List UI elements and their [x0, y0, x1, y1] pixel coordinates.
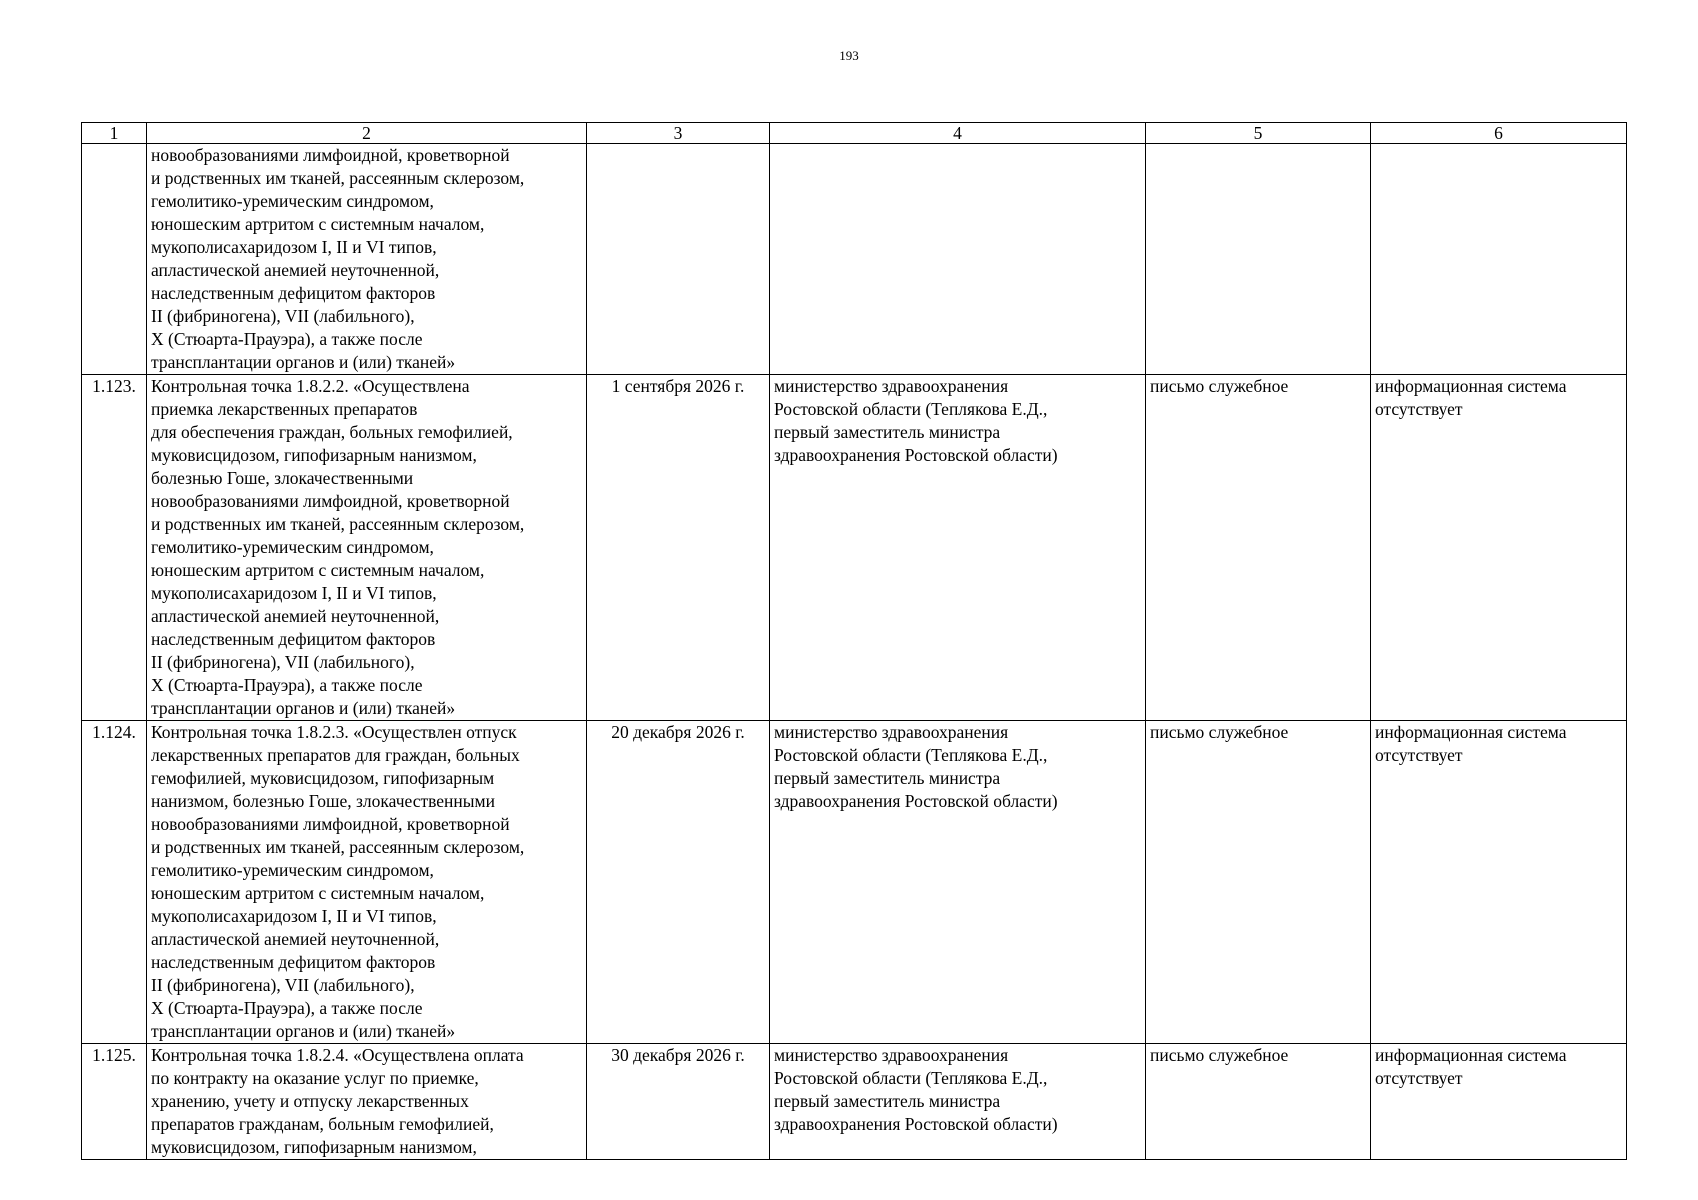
description-line: и родственных им тканей, рассеянным склерозом,	[151, 837, 525, 857]
responsible-line: министерство здравоохранения	[774, 722, 1009, 742]
description-line: юношеским артритом с системным началом,	[151, 560, 485, 580]
information-system-line: информационная система	[1375, 722, 1567, 742]
description-line: и родственных им тканей, рассеянным склерозом,	[151, 514, 525, 534]
responsible-line: первый заместитель министра	[774, 768, 1001, 788]
description-line: муковисцидозом, гипофизарным нанизмом,	[151, 1137, 477, 1157]
information-system-line: отсутствует	[1375, 745, 1463, 765]
table-row	[82, 1044, 1627, 1160]
document-type-cell	[1146, 144, 1371, 375]
header-col-3: 3	[587, 123, 770, 144]
document-type-cell: письмо служебное	[1146, 1044, 1371, 1160]
responsible-line: первый заместитель министра	[774, 1091, 1001, 1111]
description-line: трансплантации органов и (или) тканей»	[151, 352, 456, 372]
description-line: юношеским артритом с системным началом,	[151, 214, 485, 234]
header-col-5: 5	[1146, 123, 1371, 144]
description-line: по контракту на оказание услуг по приемке,	[151, 1068, 479, 1088]
table-body	[82, 144, 1627, 1160]
description-line: юношеским артритом с системным началом,	[151, 883, 485, 903]
description-line: гемолитико-уремическим синдромом,	[151, 191, 434, 211]
responsible-cell	[770, 144, 1146, 375]
description-line: трансплантации органов и (или) тканей»	[151, 1021, 456, 1041]
description-line: апластической анемией неуточненной,	[151, 929, 440, 949]
description-line: мукополисахаридозом I, II и VI типов,	[151, 906, 437, 926]
row-number-cell: 1.123.	[82, 375, 147, 721]
description-cell	[147, 375, 587, 721]
description-line: хранению, учету и отпуску лекарственных	[151, 1091, 469, 1111]
table-row	[82, 375, 1627, 721]
control-points-table	[81, 122, 1627, 1160]
description-line: новообразованиями лимфоидной, кроветворной	[151, 145, 510, 165]
description-line: болезнью Гоше, злокачественными	[151, 468, 414, 488]
description-line: гемолитико-уремическим синдромом,	[151, 537, 434, 557]
description-line: гемофилией, муковисцидозом, гипофизарным	[151, 768, 495, 788]
page-number: 193	[839, 48, 859, 63]
description-line: новообразованиями лимфоидной, кроветворной	[151, 814, 510, 834]
description-line: апластической анемией неуточненной,	[151, 260, 440, 280]
responsible-line: министерство здравоохранения	[774, 376, 1009, 396]
description-cell	[147, 1044, 587, 1160]
responsible-line: здравоохранения Ростовской области)	[774, 791, 1058, 811]
header-col-6: 6	[1371, 123, 1627, 144]
description-line: гемолитико-уремическим синдромом,	[151, 860, 434, 880]
description-line: мукополисахаридозом I, II и VI типов,	[151, 237, 437, 257]
table-row	[82, 144, 1627, 375]
information-system-cell	[1371, 1044, 1627, 1160]
responsible-line: Ростовской области (Теплякова Е.Д.,	[774, 399, 1048, 419]
table-row	[82, 721, 1627, 1044]
document-type-cell: письмо служебное	[1146, 721, 1371, 1044]
responsible-line: здравоохранения Ростовской области)	[774, 1114, 1058, 1134]
description-line: II (фибриногена), VII (лабильного),	[151, 306, 415, 326]
row-number-cell: 1.124.	[82, 721, 147, 1044]
deadline-cell: 30 декабря 2026 г.	[587, 1044, 770, 1160]
description-line: мукополисахаридозом I, II и VI типов,	[151, 583, 437, 603]
description-line: трансплантации органов и (или) тканей»	[151, 698, 456, 718]
header-col-4: 4	[770, 123, 1146, 144]
information-system-line: информационная система	[1375, 1045, 1567, 1065]
description-line: для обеспечения граждан, больных гемофилией,	[151, 422, 513, 442]
description-line: Контрольная точка 1.8.2.3. «Осуществлен отпуск	[151, 722, 517, 742]
information-system-cell	[1371, 375, 1627, 721]
responsible-line: Ростовской области (Теплякова Е.Д.,	[774, 745, 1048, 765]
description-line: и родственных им тканей, рассеянным склерозом,	[151, 168, 525, 188]
deadline-cell: 20 декабря 2026 г.	[587, 721, 770, 1044]
description-line: наследственным дефицитом факторов	[151, 629, 436, 649]
information-system-line: информационная система	[1375, 376, 1567, 396]
deadline-cell: 1 сентября 2026 г.	[587, 375, 770, 721]
description-line: нанизмом, болезнью Гоше, злокачественными	[151, 791, 495, 811]
responsible-cell	[770, 1044, 1146, 1160]
information-system-line: отсутствует	[1375, 399, 1463, 419]
description-line: препаратов гражданам, больным гемофилией,	[151, 1114, 494, 1134]
row-number-cell	[82, 144, 147, 375]
row-number-cell: 1.125.	[82, 1044, 147, 1160]
responsible-cell	[770, 721, 1146, 1044]
description-cell	[147, 721, 587, 1044]
information-system-cell	[1371, 144, 1627, 375]
header-col-2: 2	[147, 123, 587, 144]
description-line: Контрольная точка 1.8.2.4. «Осуществлена оплата	[151, 1045, 524, 1065]
deadline-cell	[587, 144, 770, 375]
information-system-line: отсутствует	[1375, 1068, 1463, 1088]
document-type-cell: письмо служебное	[1146, 375, 1371, 721]
description-line: наследственным дефицитом факторов	[151, 283, 436, 303]
table-header-row	[82, 123, 1627, 144]
description-line: Контрольная точка 1.8.2.2. «Осуществлена	[151, 376, 470, 396]
description-line: II (фибриногена), VII (лабильного),	[151, 975, 415, 995]
description-line: муковисцидозом, гипофизарным нанизмом,	[151, 445, 477, 465]
responsible-line: здравоохранения Ростовской области)	[774, 445, 1058, 465]
description-line: приемка лекарственных препаратов	[151, 399, 418, 419]
responsible-line: Ростовской области (Теплякова Е.Д.,	[774, 1068, 1048, 1088]
description-line: II (фибриногена), VII (лабильного),	[151, 652, 415, 672]
responsible-cell	[770, 375, 1146, 721]
description-cell	[147, 144, 587, 375]
responsible-line: первый заместитель министра	[774, 422, 1001, 442]
description-line: новообразованиями лимфоидной, кроветворной	[151, 491, 510, 511]
description-line: X (Стюарта-Прауэра), а также после	[151, 998, 423, 1018]
description-line: апластической анемией неуточненной,	[151, 606, 440, 626]
responsible-line: министерство здравоохранения	[774, 1045, 1009, 1065]
description-line: наследственным дефицитом факторов	[151, 952, 436, 972]
description-line: лекарственных препаратов для граждан, больных	[151, 745, 520, 765]
information-system-cell	[1371, 721, 1627, 1044]
description-line: X (Стюарта-Прауэра), а также после	[151, 675, 423, 695]
header-col-1: 1	[82, 123, 147, 144]
description-line: X (Стюарта-Прауэра), а также после	[151, 329, 423, 349]
